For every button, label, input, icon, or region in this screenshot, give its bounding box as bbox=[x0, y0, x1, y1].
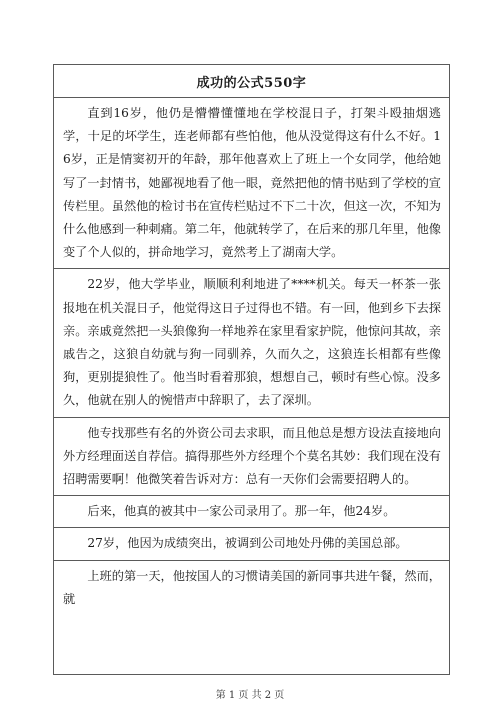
paragraph-6: 上班的第一天，他按国人的习惯请美国的新同事共进午餐，然而，就 bbox=[63, 568, 441, 606]
paragraph-2: 22岁，他大学毕业，顺顺利利地进了****机关。每天一杯茶一张报地在机关混日子，他觉得这日子过得也不错。有一回，他到乡下去探亲。亲戚竟然把一头狼像狗一样地养在家里看家护院，他惊问其故，亲戚告之，这狼自幼就与狗一同驯养，久而久之，这狼连长相都有些像狗，更别提狼性了。他当时看着那狼，想想自己，顿时有些心惊。没多久，他就在别人的惋惜声中辞职了，去了深圳。 bbox=[54, 269, 449, 417]
paragraph-5: 27岁，他因为成绩突出，被调到公司地处丹佛的美国总部。 bbox=[54, 528, 449, 560]
paragraph-3: 他专找那些有名的外资公司去求职，而且他总是想方设法直接地向外方经理面送自荐信。搞得那些外方经理个个莫名其妙：我们现在没有招聘需要啊！他微笑着告诉对方：总有一天你们会需要招聘人的。 bbox=[54, 418, 449, 497]
paragraph-1: 直到16岁，他仍是懵懵懂懂地在学校混日子，打架斗殴抽烟逃学，十足的坏学生，连老师都有些怕他，他从没觉得这有什么不好。16岁，正是情窦初开的年龄，那年他喜欢上了班上一个女同学，他给她写了一封情书，她鄙视地看了他一眼，竟然把他的情书贴到了学校的宣传栏里。虽然他的检讨书在宣传栏贴过不下二十次，但这一次，不知为什么他感到一种刺痛。第二年，他就转学了，在后来的那几年里，他像变了个人似的，拼命地学习，竟然考上了湖南大学。 bbox=[54, 98, 449, 269]
document-table bbox=[53, 64, 450, 675]
page-number: 第 1 页 共 2 页 bbox=[215, 690, 285, 701]
document-title: 成功的公式550字 bbox=[54, 65, 449, 98]
paragraph-4: 后来，他真的被其中一家公司录用了。那一年，他24岁。 bbox=[54, 496, 449, 528]
